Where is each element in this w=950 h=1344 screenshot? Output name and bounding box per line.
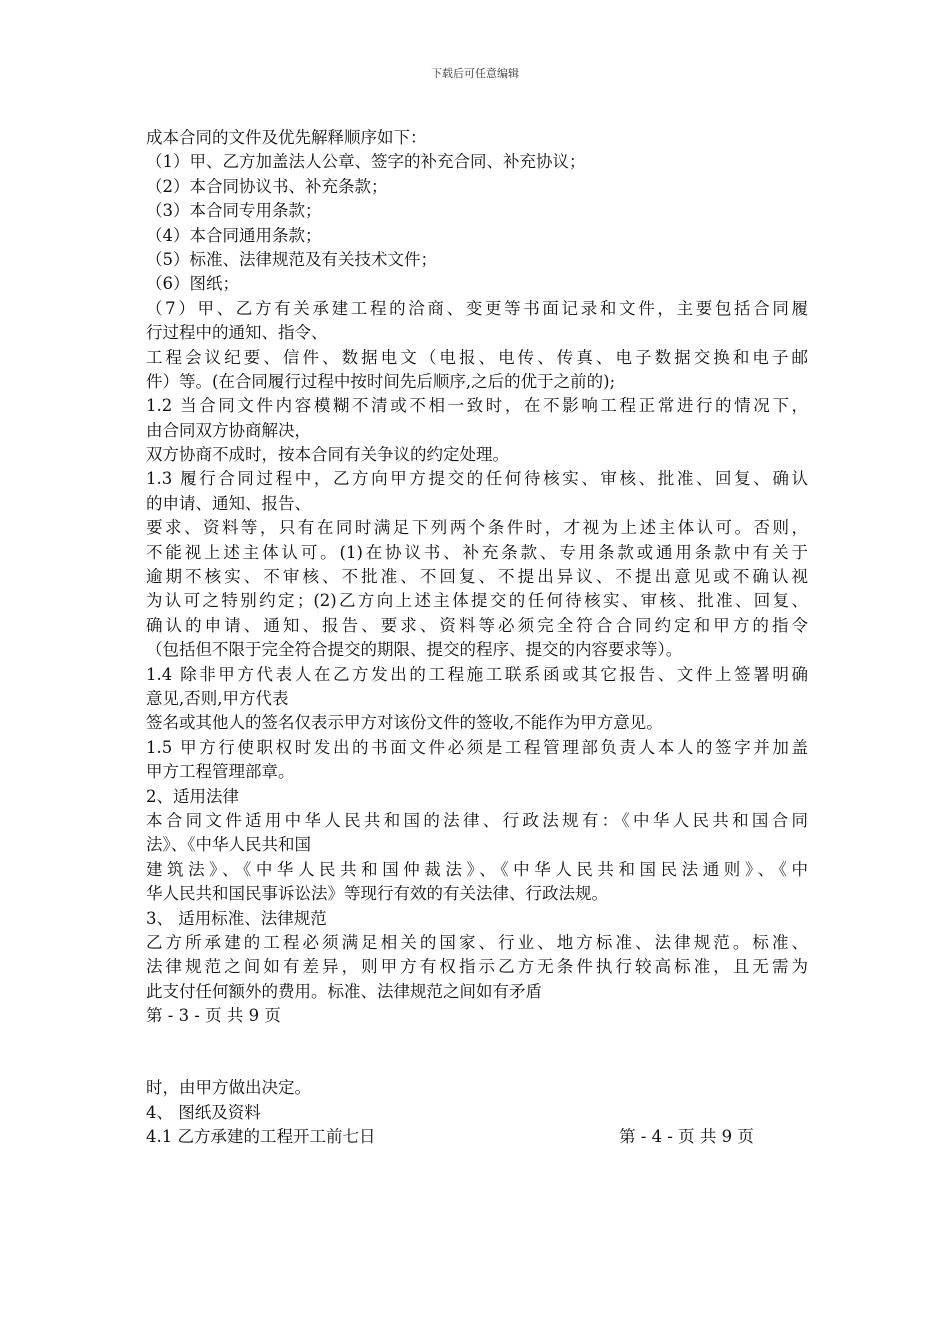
text-line: （包括但不限于完全符合提交的期限、提交的程序、提交的内容要求等）。 [146,640,683,660]
text-line: 1.3 履行合同过程中，乙方向甲方提交的任何待核实、审核、批准、回复、确认 [146,469,808,489]
text-line: （5）标准、法律规范及有关技术文件； [146,249,437,269]
text-line: （7）甲、乙方有关承建工程的洽商、变更等书面记录和文件，主要包括合同履 [146,298,808,318]
text-line: 华人民共和国民事诉讼法》等现行有效的有关法律、行政法规。 [146,884,608,904]
text-line: 2、适用法律 [146,786,239,806]
last-line-row [146,1125,808,1149]
text-line: 件）等。(在合同履行过程中按时间先后顺序,之后的优于之前的); [146,371,616,391]
text-line: 1.4 除非甲方代表人在乙方发出的工程施工联系函或其它报告、文件上签署明确 [146,664,808,684]
text-line: 建筑法》、《中华人民共和国仲裁法》、《中华人民共和国民法通则》、《中 [146,859,808,879]
text-line: 时，由甲方做出决定。 [146,1078,311,1098]
text-line: 本合同文件适用中华人民共和国的法律、行政法规有：《中华人民共和国合同 [146,810,808,830]
text-line: （4）本合同通用条款； [146,225,322,245]
text-line: 不能视上述主体认可。(1)在协议书、补充条款、专用条款或通用条款中有关于 [146,542,808,562]
text-line: 4、 图纸及资料 [146,1102,261,1122]
text-line: 1.5 甲方行使职权时发出的书面文件必须是工程管理部负责人本人的签字并加盖 [146,737,808,757]
text-line: 成本合同的文件及优先解释顺序如下： [146,128,427,147]
page-number-footer-2: 第 - 4 - 页 共 9 页 [619,1127,754,1147]
text-line: 双方协商不成时，按本合同有关争议的约定处理。 [146,445,509,465]
text-line: 行过程中的通知、指令、 [146,323,328,343]
text-line: 的申请、通知、报告、 [146,493,311,513]
text-line: 由合同双方协商解决， [146,420,311,440]
text-line: 工程会议纪要、信件、数据电文（电报、电传、传真、电子数据交换和电子邮 [146,347,808,367]
text-line: 意见,否则,甲方代表 [146,688,289,708]
main-text-block [146,126,808,1004]
text-line: （3）本合同专用条款； [146,201,322,221]
page-header: 下载后可任意编辑 [431,67,519,80]
page-number-footer: 第 - 3 - 页 共 9 页 [146,1006,281,1026]
text-line: （1）甲、乙方加盖法人公章、签字的补充合同、补充协议； [146,152,586,172]
text-line: 乙方所承建的工程必须满足相关的国家、行业、地方标准、法律规范。标准、 [146,932,808,952]
continued-text-block [146,1076,808,1125]
text-line: 确认的申请、通知、报告、要求、资料等必须完全符合合同约定和甲方的指令 [146,615,808,635]
text-line: 法》、《中华人民共和国 [146,835,311,855]
text-line: （6）图纸； [146,274,239,294]
text-line: 逾期不核实、不审核、不批准、不回复、不提出异议、不提出意见或不确认视 [146,567,808,587]
text-line: 法律规范之间如有差异，则甲方有权指示乙方无条件执行较高标准，且无需为 [146,957,808,977]
text-line: 此支付任何额外的费用。标准、法律规范之间如有矛盾 [146,981,542,1001]
last-line-text: 4.1 乙方承建的工程开工前七日 [146,1127,376,1147]
text-line: （2）本合同协议书、补充条款； [146,176,388,196]
text-line: 甲方工程管理部章。 [146,762,295,782]
text-line: 3、 适用标准、法律规范 [146,908,327,928]
text-line: 签名或其他人的签名仅表示甲方对该份文件的签收,不能作为甲方意见。 [146,713,663,733]
text-line: 要求、资料等，只有在同时满足下列两个条件时，才视为上述主体认可。否则， [146,518,808,538]
text-line: 为认可之特别约定；(2)乙方向上述主体提交的任何待核实、审核、批准、回复、 [146,591,808,611]
document-body [146,126,808,1150]
page-break-gap [146,1028,808,1076]
text-line: 1.2 当合同文件内容模糊不清或不相一致时，在不影响工程正常进行的情况下， [146,396,808,416]
